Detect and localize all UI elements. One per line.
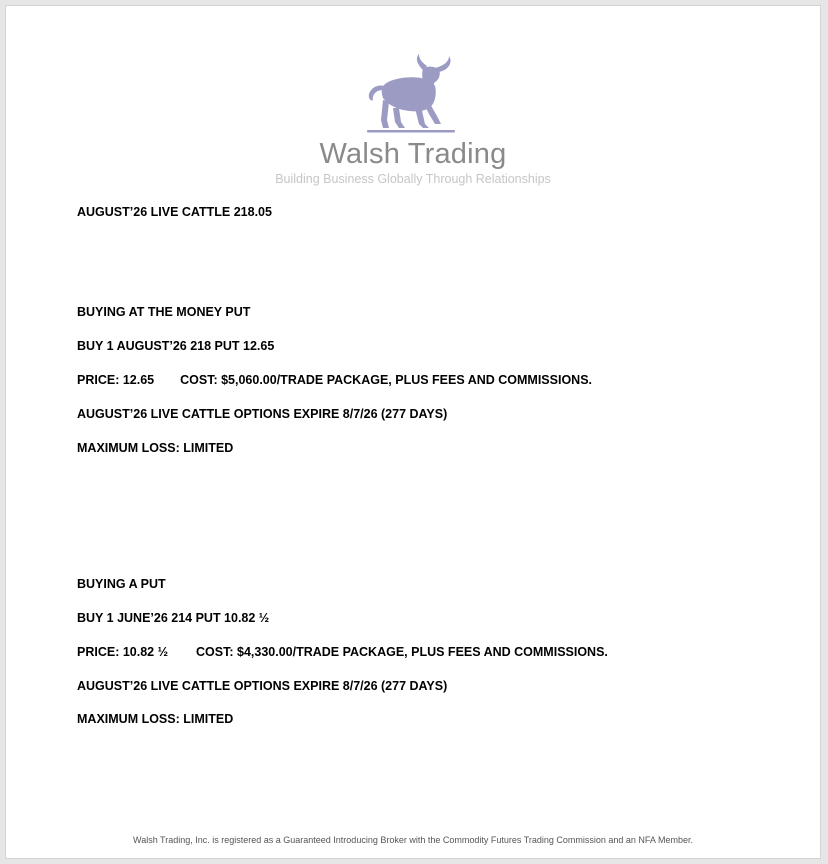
trade1-expiry: AUGUST’26 LIVE CATTLE OPTIONS EXPIRE 8/7/26 (277 DAYS)	[77, 407, 448, 421]
trade2-price-cost	[77, 645, 608, 659]
trade1-cost: COST: $5,060.00/TRADE PACKAGE, PLUS FEES AND COMMISSIONS.	[180, 373, 593, 387]
trade1-max-loss: MAXIMUM LOSS: LIMITED	[77, 441, 234, 455]
trade2-max-loss: MAXIMUM LOSS: LIMITED	[77, 712, 234, 726]
brand-tagline: Building Business Globally Through Relationships	[275, 172, 551, 186]
trade1-price: PRICE: 12.65	[77, 373, 155, 387]
trade2-title: BUYING A PUT	[77, 577, 166, 591]
regulatory-footer: Walsh Trading, Inc. is registered as a Guaranteed Introducing Broker with the Commodity Futures Trading Commission and an NFA Member.	[133, 835, 693, 845]
brand-name: Walsh Trading	[319, 138, 507, 170]
trade2-expiry: AUGUST’26 LIVE CATTLE OPTIONS EXPIRE 8/7/26 (277 DAYS)	[77, 679, 448, 693]
headline: AUGUST’26 LIVE CATTLE 218.05	[77, 205, 272, 219]
trade2-cost: COST: $4,330.00/TRADE PACKAGE, PLUS FEES AND COMMISSIONS.	[196, 645, 608, 659]
trade1-title: BUYING AT THE MONEY PUT	[77, 305, 251, 319]
bull-icon	[363, 54, 463, 136]
document-page	[6, 6, 820, 858]
trade2-price: PRICE: 10.82 ½	[77, 645, 169, 659]
trade2-order: BUY 1 JUNE’26 214 PUT 10.82 ½	[77, 611, 270, 625]
trade1-order: BUY 1 AUGUST’26 218 PUT 12.65	[77, 339, 275, 353]
trade1-price-cost	[77, 373, 592, 387]
company-logo	[6, 54, 820, 186]
